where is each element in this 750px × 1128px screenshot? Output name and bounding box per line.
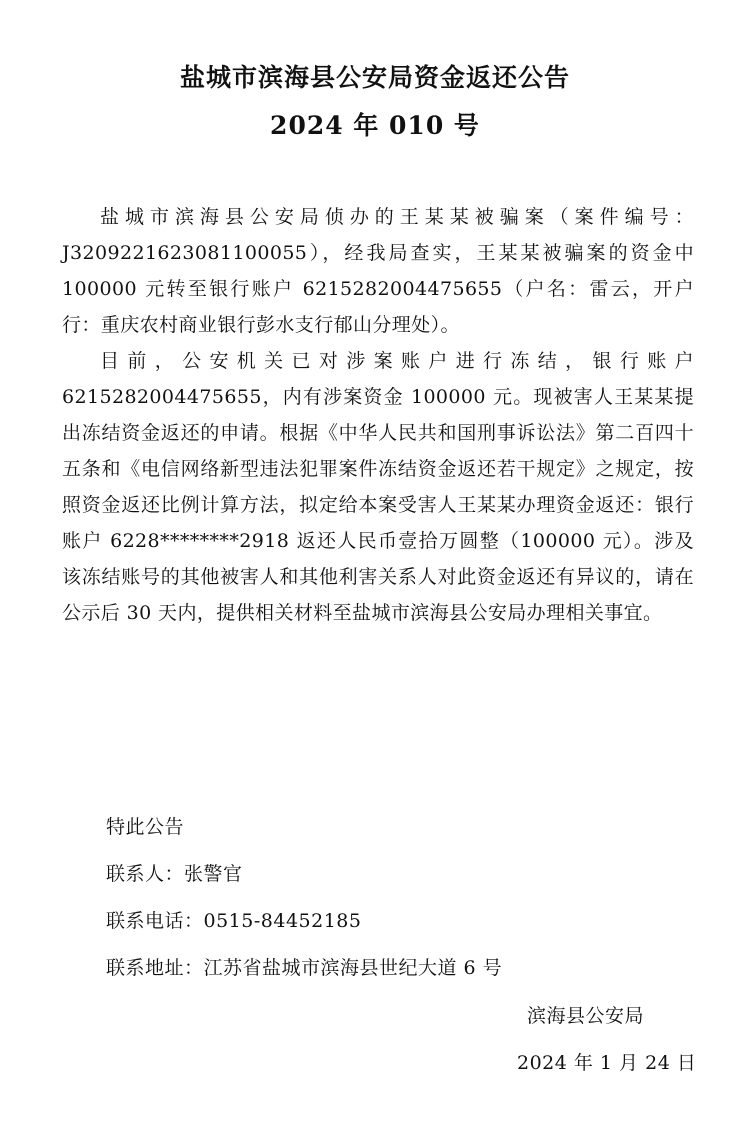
contact-phone: 联系电话：0515-84452185 <box>106 910 362 932</box>
paragraph-case-description: 盐城市滨海县公安局侦办的王某某被骗案（案件编号：J3209221623081100055），经我局查实，王某某被骗案的资金中 100000 元转至银行账户 6215282004475655（户名：雷云，开户行：重庆农村商业银行彭水支行郁山分理处）。 <box>62 206 694 336</box>
closing-statement: 特此公告 <box>106 816 185 838</box>
issuer-signature: 滨海县公安局 <box>527 1005 645 1027</box>
contact-address: 联系地址：江苏省盐城市滨海县世纪大道 6 号 <box>106 957 503 979</box>
contact-person: 联系人：张警官 <box>106 863 243 885</box>
issue-date: 2024 年 1 月 24 日 <box>517 1052 697 1074</box>
paragraph-refund-details: 目前，公安机关已对涉案账户进行冻结，银行账户 6215282004475655，内有涉案资金 100000 元。现被害人王某某提出冻结资金返还的申请。根据《中华人民共和国刑事诉讼法》第二百四十五条和《电信网络新型违法犯罪案件冻结资金返还若干规定》之规定，按照资金返还比例计算方法，拟定给本案受害人王某某办理资金返还：银行账户 6228********2918 返还人民币壹拾万圆整（100000 元）。涉及该冻结账号的其他被害人和其他利害关系人对此资金返还有异议的，请在公示后 30 天内，提供相关材料至盐城市滨海县公安局办理相关事宜。 <box>62 350 694 624</box>
notice-body <box>62 199 694 631</box>
notice-title: 盐城市滨海县公安局资金返还公告 <box>179 63 570 92</box>
notice-number: 2024 年 010 号 <box>270 111 480 140</box>
